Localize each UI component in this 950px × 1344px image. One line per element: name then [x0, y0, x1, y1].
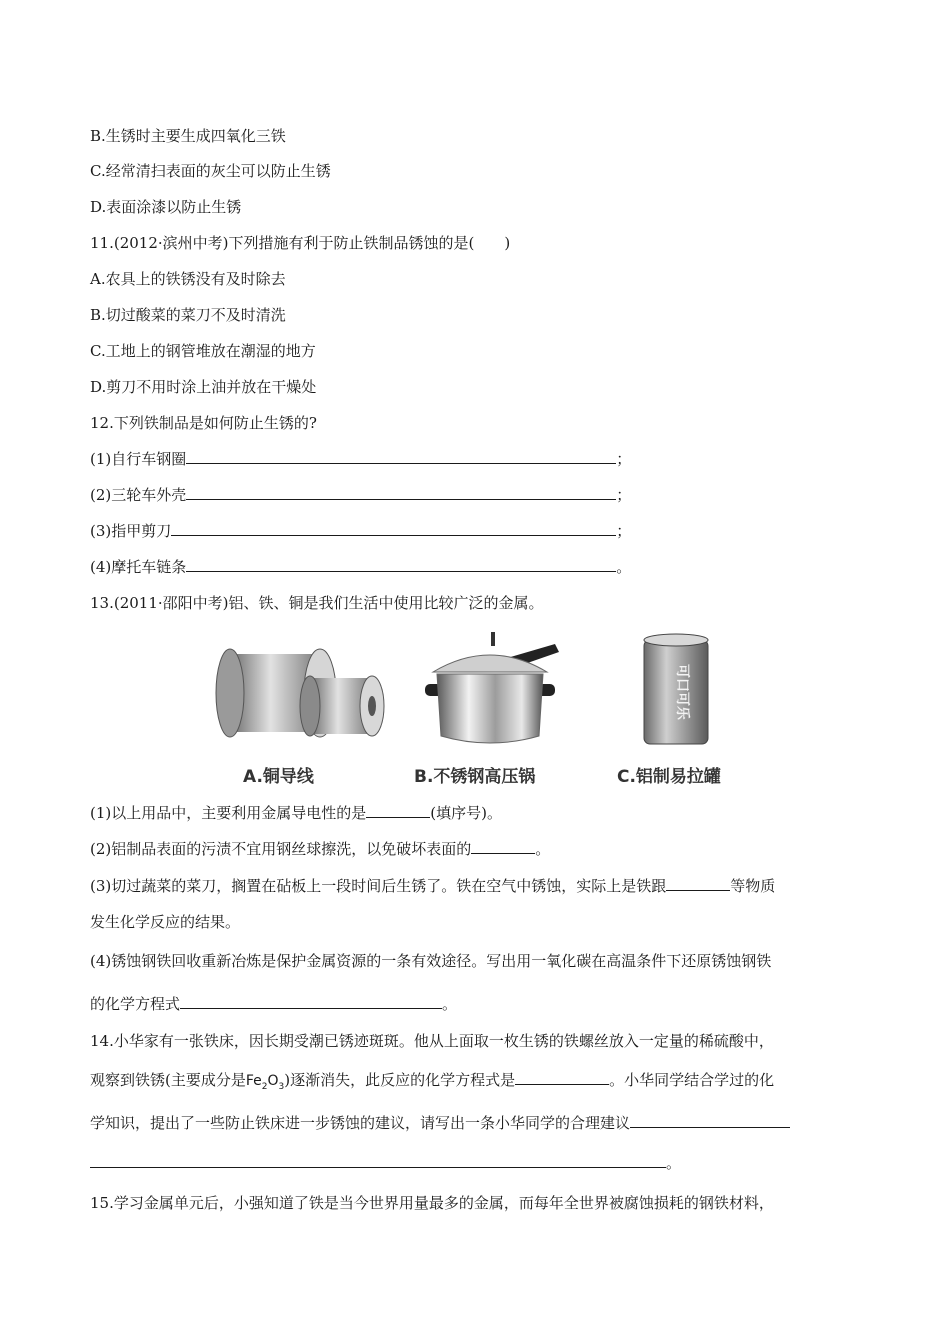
q14-l3-text: 学知识，提出了一些防止铁床进一步锈蚀的建议，请写出一条小华同学的合理建议: [90, 1114, 631, 1132]
q14-line-4: [90, 1153, 681, 1173]
q13-stem: 13.(2011·邵阳中考)铝、铁、铜是我们生活中使用比较广泛的金属。: [90, 594, 544, 612]
answer-blank[interactable]: [90, 1153, 666, 1168]
can-logo: 可口可乐: [674, 664, 690, 720]
q12-item-label: (4)摩托车链条: [90, 558, 187, 576]
q12-item-2: [90, 485, 631, 505]
q14-l2-text: 观察到铁锈(主要成分是: [90, 1071, 246, 1089]
q13-part-4-cont: [90, 994, 457, 1014]
q12-item-label: (3)指甲剪刀: [90, 522, 172, 540]
q13-p1-text: (1)以上用品中，主要利用金属导电性的是: [90, 804, 367, 822]
answer-blank[interactable]: [366, 803, 430, 818]
punctuation: 。: [616, 558, 632, 576]
answer-blank[interactable]: [630, 1113, 790, 1128]
formula-fe: Fe: [245, 1073, 262, 1089]
q13-p2-suffix: 。: [535, 840, 551, 858]
q11-option-b: B.切过酸菜的菜刀不及时清洗: [90, 306, 286, 324]
pressure-cooker-image: [415, 628, 565, 750]
formula-o: O: [267, 1073, 279, 1089]
q11-stem: 11.(2012·滨州中考)下列措施有利于防止铁制品锈蚀的是( ): [90, 234, 511, 252]
punctuation: ；: [616, 450, 632, 468]
caption-a: A.铜导线: [243, 767, 314, 787]
formula-sub-3: 3: [278, 1081, 285, 1092]
q13-p4-suffix: 。: [442, 995, 458, 1013]
q14-l2-text-3: 。小华同学结合学过的化: [609, 1071, 775, 1089]
q11-option-d: D.剪刀不用时涂上油并放在干燥处: [90, 378, 317, 396]
q12-item-1: [90, 449, 631, 469]
q13-p1-suffix: (填序号)。: [430, 804, 502, 822]
q15-line-1: 15.学习金属单元后，小强知道了铁是当今世界用量最多的金属，而每年全世界被腐蚀损耗的钢铁材料，: [90, 1194, 774, 1212]
q10-option-b: B.生锈时主要生成四氧化三铁: [90, 127, 286, 145]
formula-sub-2: 2: [261, 1081, 268, 1092]
answer-blank[interactable]: [186, 485, 616, 500]
q10-option-c: C.经常清扫表面的灰尘可以防止生锈: [90, 162, 331, 180]
q13-p3-text: (3)切过蔬菜的菜刀，搁置在砧板上一段时间后生锈了。铁在空气中锈蚀，实际上是铁跟: [90, 877, 667, 895]
punctuation: 。: [666, 1154, 682, 1172]
aluminum-can-image: [640, 630, 712, 750]
q13-part-2: [90, 839, 550, 859]
answer-blank[interactable]: [180, 994, 442, 1009]
q13-p4-text: 的化学方程式: [90, 995, 181, 1013]
q14-line-1: 14.小华家有一张铁床，因长期受潮已锈迹斑斑。他从上面取一枚生锈的铁螺丝放入一定量的稀硫酸中，: [90, 1032, 774, 1050]
answer-blank[interactable]: [515, 1070, 609, 1085]
answer-blank[interactable]: [186, 557, 616, 572]
punctuation: ；: [616, 522, 632, 540]
q14-line-2: [90, 1070, 774, 1097]
q13-part-4: (4)锈蚀钢铁回收重新冶炼是保护金属资源的一条有效途径。写出用一氧化碳在高温条件下还原锈蚀钢铁: [90, 952, 772, 970]
q13-part-3-cont: 发生化学反应的结果。: [90, 913, 241, 931]
q10-option-d: D.表面涂漆以防止生锈: [90, 198, 242, 216]
q12-item-label: (1)自行车钢圈: [90, 450, 187, 468]
q14-l2-text-2: )逐渐消失，此反应的化学方程式是: [284, 1071, 516, 1089]
q13-part-1: [90, 803, 502, 823]
q11-option-a: A.农具上的铁锈没有及时除去: [90, 270, 286, 288]
caption-c: C.铝制易拉罐: [617, 767, 721, 787]
q12-item-4: [90, 557, 631, 577]
answer-blank[interactable]: [471, 839, 535, 854]
q11-option-c: C.工地上的钢管堆放在潮湿的地方: [90, 342, 316, 360]
answer-blank[interactable]: [666, 876, 730, 891]
answer-blank[interactable]: [171, 521, 616, 536]
answer-blank[interactable]: [186, 449, 616, 464]
q14-line-3: [90, 1113, 790, 1133]
q12-item-label: (2)三轮车外壳: [90, 486, 187, 504]
q13-p3-suffix: 等物质: [730, 877, 776, 895]
formula-fe2o3: [245, 1073, 285, 1092]
q12-stem: 12.下列铁制品是如何防止生锈的?: [90, 414, 317, 432]
q12-item-3: [90, 521, 631, 541]
q13-p2-text: (2)铝制品表面的污渍不宜用钢丝球擦洗，以免破坏表面的: [90, 840, 472, 858]
caption-b: B.不锈钢高压锅: [414, 767, 536, 787]
q13-part-3: [90, 876, 775, 896]
copper-wire-spool-image: [210, 640, 390, 750]
punctuation: ；: [616, 486, 632, 504]
